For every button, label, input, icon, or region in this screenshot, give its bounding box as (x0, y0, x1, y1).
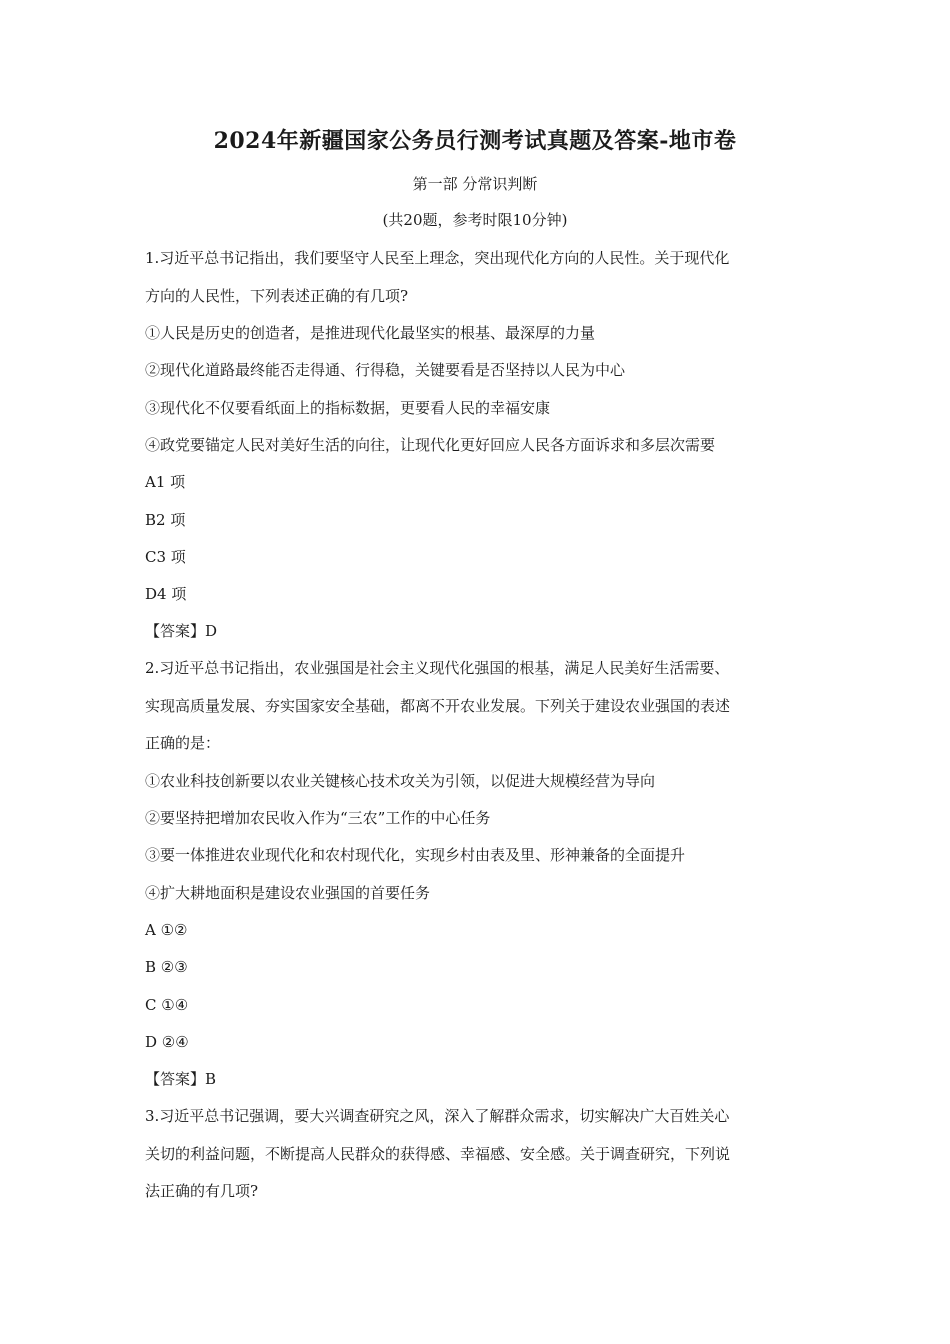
question-2-statement-4: ④扩大耕地面积是建设农业强国的首要任务 (145, 884, 431, 902)
question-1-stem-line-2: 方向的人民性，下列表述正确的有几项? (145, 287, 409, 305)
section-title: 第一部 分常识判断 (412, 175, 538, 193)
question-2-statement-2: ②要坚持把增加农民收入作为“三农”工作的中心任务 (145, 809, 491, 827)
section-note: (共20题，参考时限10分钟) (382, 211, 568, 229)
question-2-option-a: A ①② (145, 921, 188, 939)
question-1-answer: 【答案】D (145, 622, 218, 640)
document-title: 2024年新疆国家公务员行测考试真题及答案-地市卷 (213, 128, 737, 154)
question-3-stem-line-2: 关切的利益问题，不断提高人民群众的获得感、幸福感、安全感。关于调查研究，下列说 (145, 1145, 731, 1163)
question-2-option-d: D ②④ (145, 1033, 189, 1051)
question-2-stem-line-3: 正确的是： (145, 734, 221, 752)
question-1-statement-1: ①人民是历史的创造者，是推进现代化最坚实的根基、最深厚的力量 (145, 324, 596, 342)
question-3-stem-line-3: 法正确的有几项? (145, 1182, 259, 1200)
question-2-answer: 【答案】B (145, 1070, 217, 1088)
question-1-option-a: A1 项 (145, 473, 186, 491)
question-2-stem-line-2: 实现高质量发展、夯实国家安全基础，都离不开农业发展。下列关于建设农业强国的表述 (145, 697, 731, 715)
question-3-stem-line-1: 3.习近平总书记强调，要大兴调查研究之风，深入了解群众需求，切实解决广大百姓关心 (145, 1107, 730, 1125)
question-1-stem-line-1: 1.习近平总书记指出，我们要坚守人民至上理念，突出现代化方向的人民性。关于现代化 (145, 249, 730, 267)
question-2-statement-3: ③要一体推进农业现代化和农村现代化，实现乡村由表及里、形神兼备的全面提升 (145, 846, 686, 864)
question-1-option-b: B2 项 (145, 511, 186, 529)
question-1-statement-3: ③现代化不仅要看纸面上的指标数据，更要看人民的幸福安康 (145, 399, 551, 417)
question-1-statement-2: ②现代化道路最终能否走得通、行得稳，关键要看是否坚持以人民为中心 (145, 361, 626, 379)
question-2-statement-1: ①农业科技创新要以农业关键核心技术攻关为引领，以促进大规模经营为导向 (145, 772, 656, 790)
question-2-option-c: C ①④ (145, 996, 189, 1014)
question-1-option-d: D4 项 (145, 585, 187, 603)
question-1-option-c: C3 项 (145, 548, 186, 566)
question-1-statement-4: ④政党要锚定人民对美好生活的向往，让现代化更好回应人民各方面诉求和多层次需要 (145, 436, 716, 454)
question-2-stem-line-1: 2.习近平总书记指出，农业强国是社会主义现代化强国的根基，满足人民美好生活需要、 (145, 659, 730, 677)
question-2-option-b: B ②③ (145, 958, 188, 976)
